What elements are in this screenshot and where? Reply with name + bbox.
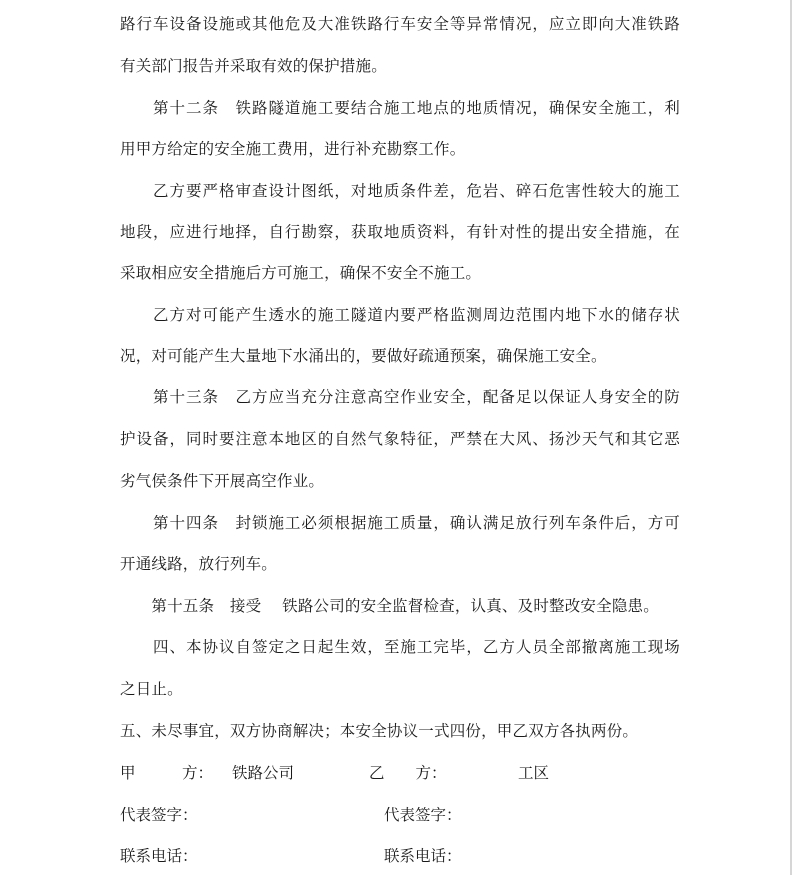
- party-b-name: 工区: [518, 764, 550, 782]
- body-line: 况，对可能产生大量地下水涌出的，要做好疏通预案，确保施工安全。: [120, 347, 607, 365]
- body-line: 护设备，同时要注意本地区的自然气象特征，严禁在大风、扬沙天气和其它恶: [120, 430, 680, 448]
- party-b-representative-signature: 代表签字：: [384, 806, 462, 824]
- body-line: 路行车设备设施或其他危及大准铁路行车安全等异常情况，应立即向大准铁路: [120, 15, 680, 33]
- body-line: 开通线路，放行列车。: [120, 555, 278, 573]
- clause-4-line: 四、本协议自签定之日起生效，至施工完毕，乙方人员全部撤离施工现场: [120, 638, 680, 656]
- party-a-representative-signature: 代表签字：: [120, 806, 198, 824]
- clause-5-line: 五、未尽事宜，双方协商解决；本安全协议一式四份，甲乙双方各执两份。: [120, 722, 639, 740]
- body-line: 之日止。: [120, 680, 183, 698]
- party-a-label: 甲 方：: [120, 764, 214, 782]
- article-12-line: 第十二条 铁路隧道施工要结合施工地点的地质情况，确保安全施工，利: [120, 99, 680, 117]
- article-15-line: 第十五条 接受 铁路公司的安全监督检查，认真、及时整改安全隐患。: [120, 597, 659, 615]
- body-line: 有关部门报告并采取有效的保护措施。: [120, 57, 387, 75]
- article-14-line: 第十四条 封锁施工必须根据施工质量，确认满足放行列车条件后，方可: [120, 514, 680, 532]
- body-line: 劣气侯条件下开展高空作业。: [120, 472, 325, 490]
- party-b-label: 乙 方：: [369, 764, 447, 782]
- body-line: 乙方要严格审查设计图纸，对地质条件差，危岩、碎石危害性较大的施工: [120, 182, 680, 200]
- body-line: 地段，应进行地择，自行勘察，获取地质资料，有针对性的提出安全措施，在: [120, 223, 680, 241]
- body-line: 用甲方给定的安全施工费用，进行补充勘察工作。: [120, 140, 466, 158]
- body-line: 采取相应安全措施后方可施工，确保不安全不施工。: [120, 264, 482, 282]
- body-line: 乙方对可能产生透水的施工隧道内要严格监测周边范围内地下水的储存状: [120, 306, 680, 324]
- party-a-name: 铁路公司: [232, 764, 295, 782]
- article-13-line: 第十三条 乙方应当充分注意高空作业安全，配备足以保证人身安全的防: [120, 388, 680, 406]
- party-a-phone: 联系电话：: [120, 847, 198, 865]
- party-b-phone: 联系电话：: [384, 847, 462, 865]
